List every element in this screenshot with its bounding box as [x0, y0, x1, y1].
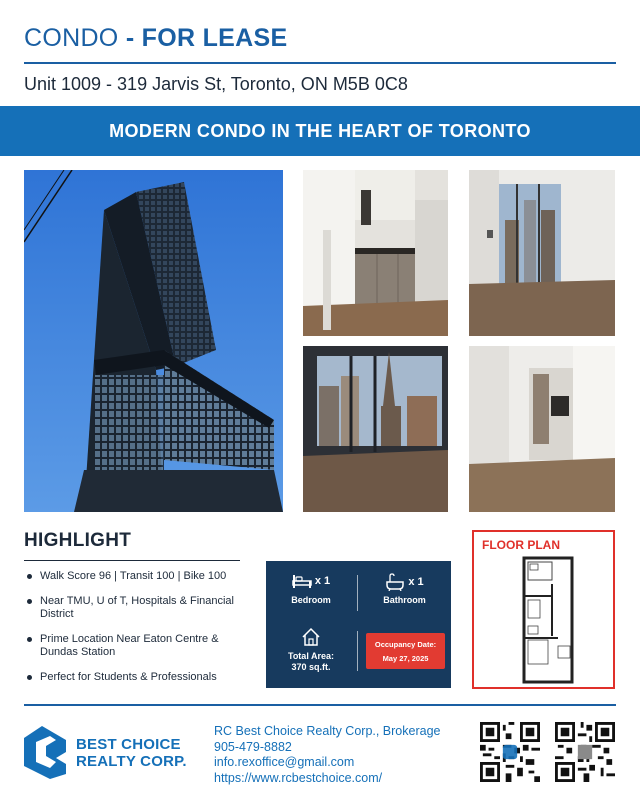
area-label: Total Area:: [287, 651, 334, 661]
occupancy-badge: [366, 633, 445, 669]
bathtub-icon: [385, 573, 405, 591]
footer-divider: [24, 704, 616, 706]
list-item: Near TMU, U of T, Hospitals & Financial District: [24, 595, 254, 621]
living-room-window-photo: [469, 170, 615, 336]
bathroom-count: x 1: [408, 576, 424, 588]
floor-plan-drawing: [518, 556, 578, 684]
company-logo-text: BEST CHOICE REALTY CORP.: [76, 736, 187, 770]
banner-text: MODERN CONDO IN THE HEART OF TORONTO: [109, 120, 531, 141]
website-link[interactable]: https://www.rcbestchoice.com/: [214, 770, 383, 785]
email-link[interactable]: info.rexoffice@gmail.com: [214, 755, 355, 769]
qr-code-icon[interactable]: [555, 722, 615, 782]
phone-number[interactable]: 905-479-8882: [214, 739, 292, 754]
bed-icon: [292, 573, 312, 589]
bullet-icon: [27, 637, 32, 642]
occupancy-label: Occupancy Date:: [374, 640, 437, 649]
highlight-heading: HIGHLIGHT: [24, 530, 132, 551]
property-stats-panel: [266, 561, 451, 688]
stats-divider: [357, 631, 358, 671]
company-name: RC Best Choice Realty Corp., Brokerage: [214, 724, 441, 738]
highlight-divider: [24, 560, 240, 561]
bedroom-city-view-photo: [303, 346, 448, 512]
bedroom-count: x 1: [314, 575, 331, 587]
bathroom-stat: [358, 573, 451, 605]
page-title: [24, 24, 287, 53]
bedroom-label: Bedroom: [291, 595, 331, 605]
list-item: Walk Score 96 | Transit 100 | Bike 100: [24, 570, 254, 583]
list-item: Perfect for Students & Professionals: [24, 671, 254, 684]
headline-banner: [0, 106, 640, 156]
floor-plan-title: FLOOR PLAN: [482, 538, 560, 552]
highlight-list: [24, 570, 254, 696]
header-divider: [24, 62, 616, 64]
bullet-icon: [27, 574, 32, 579]
occupancy-date: May 27, 2025: [382, 654, 429, 663]
bathroom-label: Bathroom: [383, 595, 426, 605]
title-for-lease: - FOR LEASE: [125, 24, 288, 52]
area-value: 370 sq.ft.: [291, 662, 331, 672]
title-condo: CONDO: [24, 24, 126, 52]
house-icon: [301, 627, 321, 647]
list-item: Prime Location Near Eaton Centre & Dundas Station: [24, 633, 254, 659]
hallway-kitchen-photo: [469, 346, 615, 512]
bullet-icon: [27, 675, 32, 680]
bullet-icon: [27, 599, 32, 604]
kitchen-photo: [303, 170, 448, 336]
qr-code-icon[interactable]: [480, 722, 540, 782]
bedroom-stat: [266, 573, 356, 605]
floor-plan-panel: [472, 530, 615, 689]
property-address: Unit 1009 - 319 Jarvis St, Toronto, ON M5B 0C8: [24, 74, 408, 94]
contact-info: [214, 724, 440, 786]
building-exterior-photo: [24, 170, 283, 512]
area-stat: [266, 627, 356, 673]
